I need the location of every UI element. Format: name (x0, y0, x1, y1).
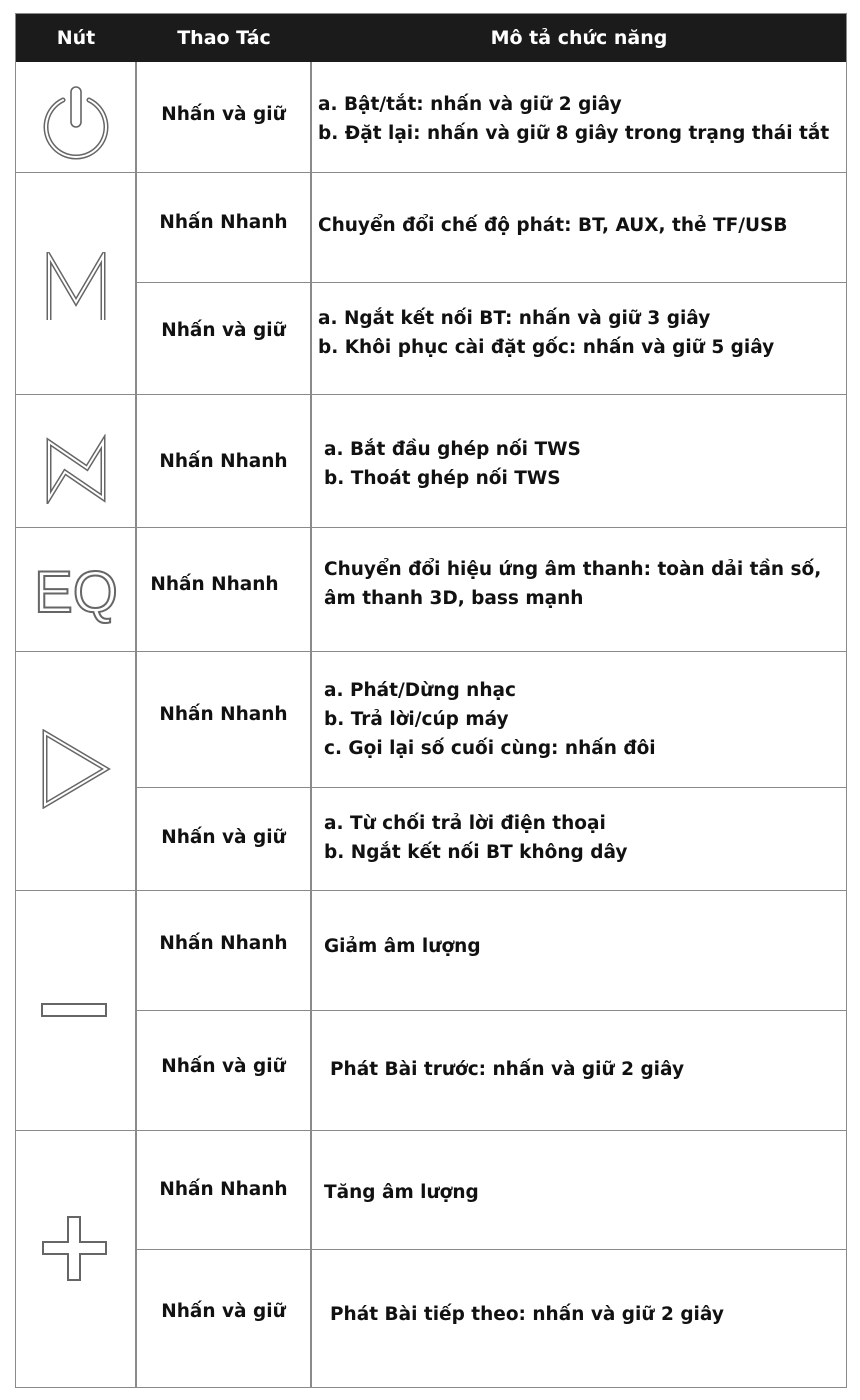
description-line: b. Thoát ghép nối TWS (324, 468, 561, 489)
subrow-divider (136, 1249, 846, 1250)
description-line: a. Từ chối trả lời điện thoại (324, 813, 606, 834)
function-table (15, 13, 847, 1388)
description (324, 555, 821, 613)
action-label: Nhấn và giữ (161, 320, 286, 341)
plus-icon (40, 1214, 110, 1284)
table-header (16, 14, 846, 62)
description-line: a. Ngắt kết nối BT: nhấn và giữ 3 giây (318, 308, 711, 329)
action-label: Nhấn Nhanh (159, 451, 288, 472)
row-divider (16, 890, 846, 891)
description-line: Phát Bài trước: nhấn và giữ 2 giây (330, 1059, 685, 1080)
action-label: Nhấn và giữ (161, 1056, 286, 1077)
description (330, 1055, 684, 1084)
description-line: Tăng âm lượng (324, 1182, 479, 1203)
row-divider (16, 394, 846, 395)
description-line: b. Khôi phục cài đặt gốc: nhấn và giữ 5 giây (318, 337, 775, 358)
description (324, 1178, 479, 1207)
description-line: Phát Bài tiếp theo: nhấn và giữ 2 giây (330, 1304, 724, 1325)
description (324, 676, 656, 763)
description (324, 809, 627, 867)
column-divider (310, 62, 312, 1387)
m-mode-icon (43, 252, 109, 324)
description-line: âm thanh 3D, bass mạnh (324, 588, 584, 609)
header-button: Nút (56, 27, 96, 49)
action-label: Nhấn Nhanh (159, 212, 288, 233)
description-line: a. Bắt đầu ghép nối TWS (324, 439, 581, 460)
eq-icon-text: EQ (34, 560, 118, 625)
row-divider (16, 527, 846, 528)
description-line: b. Trả lời/cúp máy (324, 709, 509, 730)
action-label: Nhấn Nhanh (150, 574, 279, 595)
description-line: b. Ngắt kết nối BT không dây (324, 842, 628, 863)
description-line: b. Đặt lại: nhấn và giữ 8 giây trong trạng thái tắt (318, 123, 830, 144)
header-action: Thao Tác (177, 27, 271, 49)
row-divider (16, 1130, 846, 1131)
header-description: Mô tả chức năng (490, 27, 668, 49)
description-line: Giảm âm lượng (324, 936, 481, 957)
eq-icon (34, 554, 118, 626)
subrow-divider (136, 787, 846, 788)
description-line: c. Gọi lại số cuối cùng: nhấn đôi (324, 738, 656, 759)
row-divider (16, 172, 846, 173)
subrow-divider (136, 282, 846, 283)
description-line: a. Phát/Dừng nhạc (324, 680, 516, 701)
description (318, 90, 829, 148)
description-line: a. Bật/tắt: nhấn và giữ 2 giây (318, 94, 622, 115)
play-icon (40, 729, 112, 809)
action-label: Nhấn Nhanh (159, 704, 288, 725)
action-label: Nhấn Nhanh (159, 933, 288, 954)
description (324, 435, 581, 493)
description (330, 1300, 724, 1329)
subrow-divider (136, 1010, 846, 1011)
description (318, 211, 787, 240)
action-label: Nhấn Nhanh (159, 1179, 288, 1200)
action-label: Nhấn và giữ (161, 827, 286, 848)
minus-icon (40, 1001, 110, 1019)
row-divider (16, 651, 846, 652)
action-label: Nhấn và giữ (161, 1301, 286, 1322)
description-line: Chuyển đổi hiệu ứng âm thanh: toàn dải tần số, (324, 559, 822, 580)
action-label: Nhấn và giữ (161, 104, 286, 125)
description-line: Chuyển đổi chế độ phát: BT, AUX, thẻ TF/USB (318, 215, 788, 236)
power-icon (36, 82, 116, 162)
tws-icon (43, 434, 109, 504)
description (324, 932, 481, 961)
description (318, 304, 774, 362)
